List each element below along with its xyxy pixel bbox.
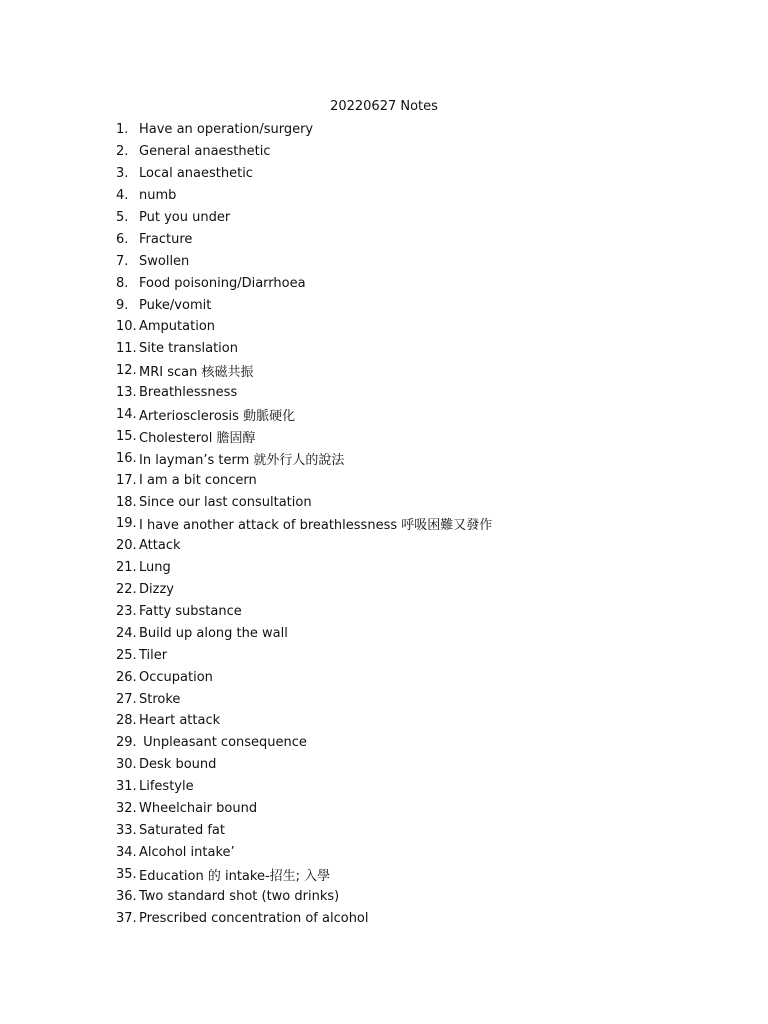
notes-list <box>116 119 492 929</box>
list-item-number: 11. <box>116 341 137 357</box>
list-item-text: Fatty substance <box>139 604 242 620</box>
list-item-number: 7. <box>116 253 129 269</box>
list-item-number: 24. <box>116 625 137 641</box>
list-item <box>116 622 492 644</box>
list-item <box>116 863 492 885</box>
list-item-text: numb <box>139 188 177 204</box>
list-item-number: 29. <box>116 735 137 751</box>
list-item <box>116 820 492 842</box>
list-item-text: Amputation <box>139 319 216 335</box>
list-item <box>116 382 492 404</box>
list-item <box>116 316 492 338</box>
list-item-text: Alcohol intake’ <box>139 844 235 860</box>
list-item-number: 30. <box>116 757 137 773</box>
list-item-text: Put you under <box>139 210 231 225</box>
list-item <box>116 163 492 185</box>
list-item <box>116 469 492 491</box>
list-item <box>116 907 492 929</box>
list-item-number: 1. <box>116 122 129 138</box>
list-item-text: Local anaesthetic <box>139 166 253 182</box>
list-item <box>116 294 492 316</box>
list-item-number: 31. <box>116 779 137 795</box>
list-item-number: 34. <box>116 844 137 860</box>
list-item-text: MRI scan 核磁共振 <box>139 365 254 381</box>
list-item <box>116 688 492 710</box>
list-item <box>116 185 492 207</box>
list-item <box>116 885 492 907</box>
list-item-number: 27. <box>116 691 137 707</box>
list-item-text: I have another attack of breathlessness 呼吸困難又發作 <box>139 518 493 534</box>
list-item-text: Desk bound <box>139 757 217 773</box>
list-item-text: Build up along the wall <box>139 625 288 641</box>
list-item <box>116 644 492 666</box>
list-item <box>116 710 492 732</box>
list-item-text: Food poisoning/Diarrhoea <box>139 275 306 291</box>
list-item-number: 3. <box>116 166 129 182</box>
list-item-text: Puke/vomit <box>139 297 212 313</box>
list-item-number: 25. <box>116 647 137 663</box>
list-item-text: Dizzy <box>139 582 174 598</box>
list-item-number: 2. <box>116 144 129 160</box>
list-item <box>116 666 492 688</box>
list-item <box>116 601 492 623</box>
list-item <box>116 557 492 579</box>
list-item-text: Wheelchair bound <box>139 801 258 817</box>
list-item-text: I am a bit concern <box>139 472 257 488</box>
list-item <box>116 535 492 557</box>
list-item-text: Fracture <box>139 231 193 247</box>
list-item-number: 21. <box>116 560 137 576</box>
list-item-number: 20. <box>116 538 137 554</box>
list-item-text: Heart attack <box>139 713 221 729</box>
list-item <box>116 360 492 382</box>
list-item-number: 17. <box>116 472 137 488</box>
list-item <box>116 579 492 601</box>
list-item-number: 9. <box>116 297 129 313</box>
list-item-number: 8. <box>116 275 129 291</box>
list-item-text: Stroke <box>139 691 181 707</box>
list-item-number: 23. <box>116 604 137 620</box>
list-item-text: Have an operation/surgery <box>139 122 314 138</box>
list-item-text: Two standard shot (two drinks) <box>139 888 340 904</box>
list-item-number: 14. <box>116 407 137 423</box>
list-item <box>116 513 492 535</box>
list-item-text: Breathlessness <box>139 385 238 401</box>
list-item-number: 32. <box>116 801 137 817</box>
list-item-number: 22. <box>116 582 137 598</box>
list-item <box>116 250 492 272</box>
list-item <box>116 228 492 250</box>
list-item <box>116 207 492 229</box>
list-item <box>116 841 492 863</box>
list-item-number: 37. <box>116 910 137 926</box>
list-item-number: 5. <box>116 210 129 225</box>
list-item <box>116 141 492 163</box>
list-item-text: Lung <box>139 560 171 576</box>
list-item-text: Attack <box>139 538 181 554</box>
list-item <box>116 119 492 141</box>
list-item <box>116 425 492 447</box>
list-item <box>116 404 492 426</box>
list-item-text: Prescribed concentration of alcohol <box>139 910 369 926</box>
list-item-text: In layman’s term 就外行人的說法 <box>139 452 345 468</box>
list-item-text: Tiler <box>139 647 168 663</box>
list-item-text: Education 的 intake-招生; 入學 <box>139 868 331 884</box>
page-title: 20220627 Notes <box>330 99 438 114</box>
list-item-number: 16. <box>116 450 137 466</box>
list-item-number: 26. <box>116 669 137 685</box>
list-item-number: 35. <box>116 866 137 882</box>
list-item <box>116 798 492 820</box>
list-item <box>116 338 492 360</box>
list-item <box>116 447 492 469</box>
list-item-number: 18. <box>116 494 137 510</box>
list-item-text: Occupation <box>139 669 213 685</box>
list-item-number: 15. <box>116 428 137 444</box>
list-item-text: Lifestyle <box>139 779 194 795</box>
list-item-text: Site translation <box>139 341 238 357</box>
list-item-number: 4. <box>116 188 129 204</box>
list-item <box>116 732 492 754</box>
list-item-number: 36. <box>116 888 137 904</box>
list-item <box>116 272 492 294</box>
list-item-number: 6. <box>116 231 129 247</box>
list-item-text: Since our last consultation <box>139 494 312 510</box>
list-item-text: Swollen <box>139 253 190 269</box>
list-item-number: 12. <box>116 363 137 379</box>
list-item <box>116 754 492 776</box>
list-item-text: Cholesterol 膽固醇 <box>139 430 256 446</box>
list-item-text: Arteriosclerosis 動脈硬化 <box>139 409 296 425</box>
list-item <box>116 491 492 513</box>
list-item-number: 28. <box>116 713 137 729</box>
list-item <box>116 776 492 798</box>
list-item-number: 13. <box>116 385 137 401</box>
list-item-text: General anaesthetic <box>139 144 271 160</box>
list-item-number: 19. <box>116 516 137 532</box>
list-item-number: 33. <box>116 822 137 838</box>
list-item-text: Unpleasant consequence <box>139 735 307 751</box>
list-item-number: 10. <box>116 319 137 335</box>
list-item-text: Saturated fat <box>139 822 225 838</box>
